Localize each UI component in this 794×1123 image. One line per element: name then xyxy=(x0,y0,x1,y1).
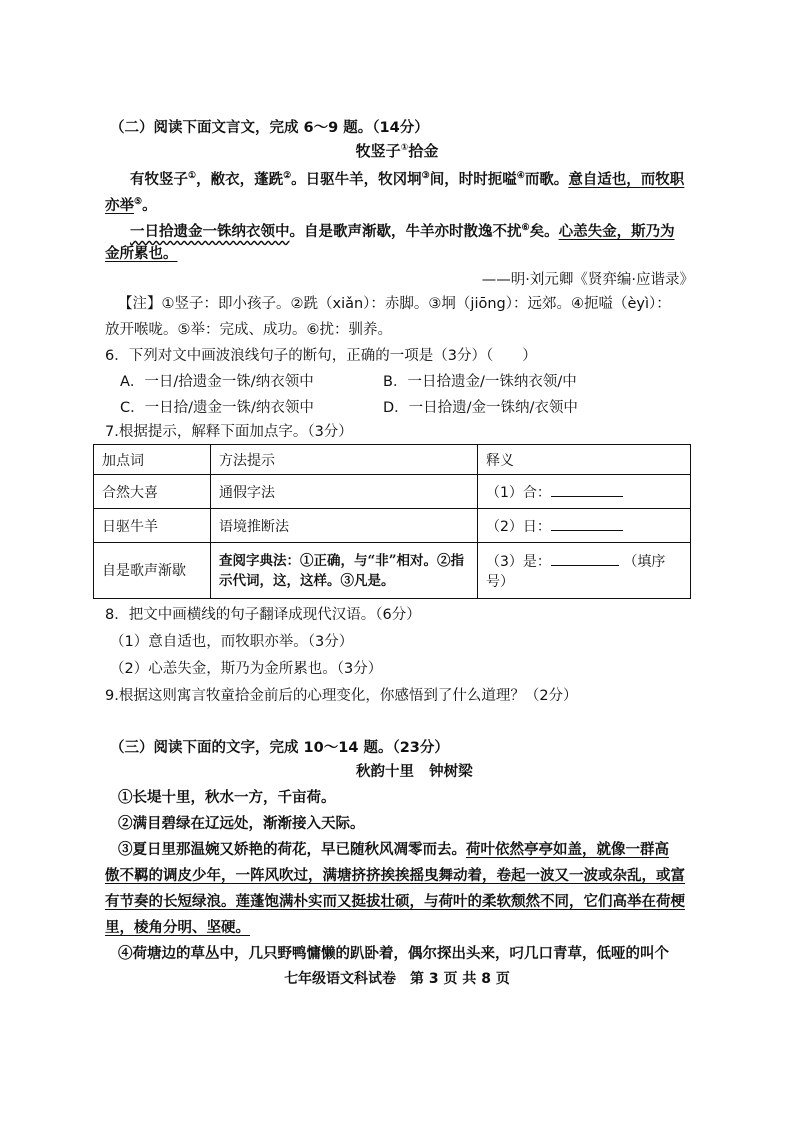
answer-label: （1）合： xyxy=(486,484,551,501)
passage-p2-line1 xyxy=(130,218,675,242)
note-ref: ① xyxy=(188,171,197,181)
underlined-sentence: 意自适也，而牧职 xyxy=(568,170,685,188)
note-ref: ② xyxy=(283,171,292,181)
q7-table xyxy=(93,444,691,599)
method-cell: 通假字法 xyxy=(211,475,478,509)
text: 有牧竖子 xyxy=(130,170,188,188)
section3-p3-line3: 有节奏的长短绿浪。莲蓬饱满朴实而又挺拔壮硕，与荷叶的柔软颓然不同，它们高举在荷梗 xyxy=(105,893,685,910)
notes-line2: 放开喉咙。⑤举：完成、成功。⑥扰：驯养。 xyxy=(105,322,392,338)
section3-header: （三）阅读下面的文字，完成 10～14 题。（23分） xyxy=(110,740,449,756)
method-cell: 语境推断法 xyxy=(211,509,478,543)
title-note: ① xyxy=(400,143,409,153)
word-cell: 日驱牛羊 xyxy=(94,509,211,543)
text: 间，时时扼嗌 xyxy=(429,170,517,188)
section3-p2: ②满目碧绿在辽远处，渐渐接入天际。 xyxy=(118,815,365,832)
note-ref: ⑤ xyxy=(134,197,143,207)
header-cell: 释义 xyxy=(478,445,691,475)
q6-stem: 6．下列对文中画波浪线句子的断句，正确的一项是（3分）（ ） xyxy=(105,348,537,364)
q6-option-c[interactable]: C．一日拾/遗金一铢/纳衣领中 xyxy=(120,400,314,416)
table-row xyxy=(94,543,691,599)
fill-hint: （填序号） xyxy=(486,553,666,590)
answer-cell[interactable] xyxy=(478,543,691,599)
text: 。自是歌声渐歇，牛羊亦时散逸不扰 xyxy=(289,222,522,240)
q6-option-a[interactable]: A．一日/拾遗金一铢/纳衣领中 xyxy=(120,374,314,390)
answer-cell[interactable] xyxy=(478,509,691,543)
article-title: 秋韵十里 xyxy=(356,764,414,780)
section2-header: （二）阅读下面文言文，完成 6～9 题。（14分） xyxy=(110,120,429,136)
q8-sentence-2: （2）心恙失金，斯乃为金所累也。（3分） xyxy=(110,661,383,677)
answer-label: （2）日： xyxy=(486,518,551,535)
section3-p3-line2: 傲不羁的调皮少年，一阵风吹过，满塘挤挤挨挨摇曳舞动着，卷起一波又一波或杂乱，或富 xyxy=(105,867,685,884)
text: 矣。 xyxy=(529,222,559,240)
underlined-sentence: 金所累也。 xyxy=(105,245,178,262)
section2-title xyxy=(0,140,794,161)
underlined-text: 荷叶依然亭亭如盖，就像一群高 xyxy=(466,841,669,858)
header-cell: 方法提示 xyxy=(211,445,478,475)
section3-p3-line1 xyxy=(118,840,669,860)
word-cell: 自是歌声渐歇 xyxy=(94,543,211,599)
passage-p2-line2 xyxy=(105,244,178,264)
q8-sentence-1: （1）意自适也，而牧职亦举。（3分） xyxy=(110,634,354,650)
page-footer: 七年级语文科试卷 第 3 页 共 8 页 xyxy=(284,971,510,987)
underlined-sentence: 亦举 xyxy=(105,196,134,214)
text: 。 xyxy=(142,196,157,214)
answer-blank[interactable] xyxy=(551,530,623,531)
table-row xyxy=(94,475,691,509)
text: ，敝衣，蓬跣 xyxy=(196,170,284,188)
notes-line1: 【注】①竖子：即小孩子。②跣（xiǎn）：赤脚。③坰（jiōng）：远郊。④扼嗌（èyì）： xyxy=(118,296,671,312)
note-ref: ③ xyxy=(421,171,430,181)
table-row xyxy=(94,509,691,543)
q6-option-b[interactable]: B．一日拾遗金/一铢纳衣领/中 xyxy=(383,374,577,390)
passage-p1-line2 xyxy=(105,192,157,216)
q9-stem: 9.根据这则寓言牧童拾金前后的心理变化，你感悟到了什么道理？（2分） xyxy=(105,688,578,704)
section3-p4: ④荷塘边的草丛中，几只野鸭慵懒的趴卧着，偶尔探出头来，叼几口青草，低哑的叫个 xyxy=(118,945,669,962)
article-author: 钟树梁 xyxy=(429,763,473,780)
passage-source: ——明·刘元卿《贤弈编·应谐录》 xyxy=(481,272,694,288)
section3-title xyxy=(356,762,473,782)
q7-stem: 7.根据提示，解释下面加点字。（3分） xyxy=(105,424,353,440)
text: ③夏日里那温婉又娇艳的荷花，早已随秋风凋零而去。 xyxy=(118,841,466,858)
answer-cell[interactable] xyxy=(478,475,691,509)
note-ref: ⑥ xyxy=(521,223,530,233)
method-cell: 查阅字典法：①正确，与“非”相对。②指示代词，这，这样。③凡是。 xyxy=(211,543,478,599)
underlined-sentence: 心恙失金，斯乃为 xyxy=(558,222,675,240)
header-cell: 加点词 xyxy=(94,445,211,475)
q8-stem: 8．把文中画横线的句子翻译成现代汉语。（6分） xyxy=(105,607,421,623)
answer-blank[interactable] xyxy=(551,565,619,566)
text: 。日驱牛羊，牧冈坰 xyxy=(291,170,422,188)
title-text: 牧竖子 xyxy=(355,142,401,160)
note-ref: ④ xyxy=(516,171,525,181)
section3-p3-line4 xyxy=(105,918,250,938)
section3-p1: ①长堤十里，秋水一方，千亩荷。 xyxy=(118,789,336,806)
answer-blank[interactable] xyxy=(551,496,623,497)
text: 而歌。 xyxy=(524,170,569,188)
answer-label: （3）是： xyxy=(486,553,551,570)
q6-option-d[interactable]: D．一日拾遗/金一铢纳/衣领中 xyxy=(383,400,578,416)
table-header-row xyxy=(94,445,691,475)
title-tail: 拾金 xyxy=(408,142,439,160)
wavy-sentence: 一日拾遗金一铢纳衣领中 xyxy=(130,222,290,240)
underlined-text: 里，棱角分明、坚硬。 xyxy=(105,919,250,936)
word-cell: 合然大喜 xyxy=(94,475,211,509)
passage-p1-line1 xyxy=(130,166,684,190)
